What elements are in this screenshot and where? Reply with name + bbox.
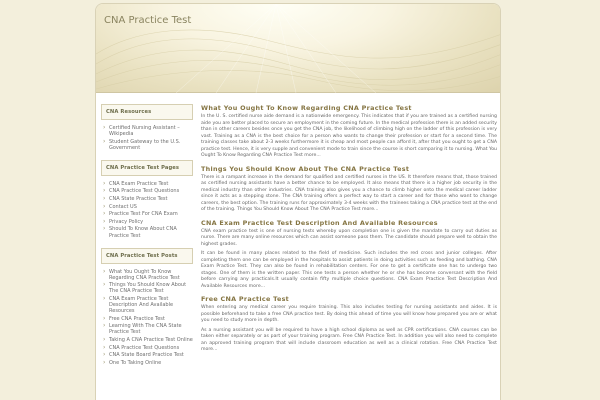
sidebar-link[interactable]: › CNA Exam Practice Test Description And Available Resources <box>103 296 193 314</box>
sidebar-link[interactable]: › CNA State Board Practice Test <box>103 352 193 358</box>
sidebar-link[interactable]: › One To Taking Online <box>103 360 193 366</box>
sidebar-link[interactable]: › Should To Know About CNA Practice Test <box>103 226 193 238</box>
post-paragraph: CNA exam practice test is one of nursing tests whereby upon completion one is given the mandate to carry out duties as nurse. There are many online resources which can assist someone pass them. The candidate should prepare well to obtain the highest grades. <box>201 228 497 247</box>
sidebar-link[interactable]: › CNA State Practice Test <box>103 196 193 202</box>
sidebar-link[interactable]: › Privacy Policy <box>103 219 193 225</box>
widget-title: CNA Practice Test Pages <box>101 160 193 176</box>
widget-title: CNA Practice Test Posts <box>101 248 193 264</box>
widget-list <box>101 125 193 151</box>
sidebar-link[interactable]: › Certified Nursing Assistant – Wikipedia <box>103 125 193 137</box>
site-title[interactable]: CNA Practice Test <box>104 15 192 26</box>
post-body <box>201 114 497 160</box>
post <box>201 104 497 160</box>
sidebar-link[interactable]: › Practice Test For CNA Exam <box>103 211 193 217</box>
post-body <box>201 175 497 214</box>
post-body <box>201 305 497 354</box>
widget-list <box>101 269 193 366</box>
widget-title: CNA Resources <box>101 104 193 120</box>
post <box>201 219 497 291</box>
sidebar-link[interactable]: › Taking A CNA Practice Test Online <box>103 337 193 343</box>
post <box>201 295 497 354</box>
site-header <box>96 4 500 93</box>
sidebar-link[interactable]: › CNA Practice Test Questions <box>103 188 193 194</box>
widget-cna-posts <box>101 248 193 366</box>
post-paragraph: When entering any medical career you require training. This also includes testing for nursing assistants and aides. It is possible beforehand to take a free CNA practice test. By doing this ahead of time you will know how prepared you are or what you need to study more in depth. <box>201 305 497 323</box>
post-title[interactable]: Things You Should Know About The CNA Practice Test <box>201 164 410 173</box>
widget-cna-resources <box>101 104 193 151</box>
sidebar-link[interactable]: › What You Ought To Know Regarding CNA Practice Test <box>103 269 193 281</box>
widget-cna-pages <box>101 160 193 239</box>
post-paragraph: It can be found in many places related to the field of medicine. Such includes the red cross and junior colleges. After completing them one can be employed in the hospitals to assist patients in doing activities such as feeding and bathing. CNA Exam Practice Test. They can also be found in rehabilitation centers. For one to get a certificate one has to undergo two stages. One of them is the written paper. This one tests a person whether he or she has become conversant with the field before carrying any practicals.It usually contain fifty multiple choice questions. CNA Exam Practice Test Description And Available Resources more... <box>201 251 497 289</box>
post-title[interactable]: What You Ought To Know Regarding CNA Practice Test <box>201 104 412 112</box>
post-paragraph: In the U. S. certified nurse aide demand is a nationwide emergency. This indicates that if you are trained as a certified nursing aide you are better placed to secure an employment in the coming future. In the medical profession there is an added security than in other careers besides once you get the CNA job, the likelihood of climbing high on the ladder of this profession is very vast. Training as a CNA is the best choice for a person who wants to change their profession or start for a second time. The training classes take about 2-3 weeks furthermore it is cheap and most people can afford it, after that you ought to get a CNA practice test. Hence, it is very supple and convenient mode to train since the course is short comparing it to nursing. What You Ought To Know Regarding CNA Practice Test more... <box>201 114 497 158</box>
post-body <box>201 229 497 291</box>
sidebar-link[interactable]: › Things You Should Know About The CNA Practice Test <box>103 282 193 294</box>
post-title[interactable]: Free CNA Practice Test <box>201 295 290 303</box>
sidebar-link[interactable]: › Student Gateway to the U.S. Government <box>103 139 193 151</box>
sidebar-link[interactable]: › Learning With The CNA State Practice Test <box>103 323 193 335</box>
post-paragraph: As a nursing assistant you will be required to have a high school diploma as well as CPR certifications. CNA courses can be taken either separately or as part of your training program. Free CNA Practice Test. In addition you will also need to complete an approved training program that will include classroom education as well as a clinical rotation. Free CNA Practice Test more... <box>201 327 497 352</box>
post <box>201 165 497 214</box>
sidebar <box>101 104 193 375</box>
sidebar-link[interactable]: › CNA Exam Practice Test <box>103 181 193 187</box>
main-content <box>201 104 497 359</box>
post-paragraph: There is a rampant increase in the demand for qualified and certified nurses in the US. It therefore means that, those trained as certified nursing assistants have a better chance to be employed. It also means that there is a higher job security in the medical industry than other industries. CNA training also gives you a chance to climb higher onto the medical career ladder since it acts as a stepping stone. The CNA training offers a perfect way to start a career and for those who want to change careers, the best option. The training runs for approximately 3-4 weeks with the trainees taking a CNA practice test at the end of the training. Things You Should Know About The CNA Practice Test more... <box>201 174 497 212</box>
post-title[interactable]: CNA Exam Practice Test Description And Available Resources <box>201 218 438 227</box>
page-container <box>95 3 501 400</box>
sidebar-link[interactable]: › Free CNA Practice Test <box>103 316 193 322</box>
sidebar-link[interactable]: › Contact US <box>103 204 193 210</box>
widget-list <box>101 181 193 239</box>
sidebar-link[interactable]: › CNA Practice Test Questions <box>103 345 193 351</box>
